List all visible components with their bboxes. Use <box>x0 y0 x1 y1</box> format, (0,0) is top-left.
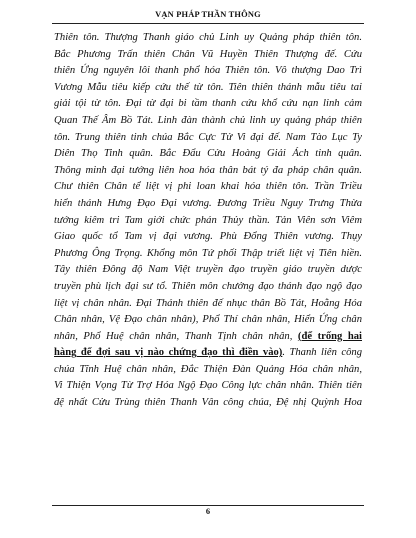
text-line <box>54 329 362 346</box>
highlighted-note: hàng để đợi sau vị nào chứng đạo thì điền vào) <box>54 347 283 359</box>
body-text <box>54 30 362 412</box>
text-line: Diên Thọ Tinh quân. Bắc Đẩu Cửu Hoàng Giải Ách tinh quân. <box>54 148 362 160</box>
text-line <box>54 345 362 362</box>
text-line: Phương Ông Trọng. Khổng môn Tứ phối Thập triết liệt vị Tiên hiền. <box>54 247 362 259</box>
footer-rule <box>52 505 364 506</box>
text-line: Thiên tôn. Thượng Thanh giáo chủ Linh uy Quảng pháp thiên tôn. <box>54 32 362 43</box>
running-header: VẠN PHÁP THẦN THÔNG <box>155 10 261 19</box>
header-rule <box>52 23 364 24</box>
text-line: tướng kiêm tri Tam giới chức phán Thủy thần. Tản Viên sơn Viêm <box>54 214 362 226</box>
text-line: Bắc Phương Trấn thiên Chân Vũ Huyền Thiên Thượng đế. Cứu <box>54 48 362 60</box>
text-line: liệt vị chân nhân. Đại Thánh thiên đế nhục thân Bồ Tát, Hoằng Hóa <box>54 297 362 309</box>
page-number: 6 <box>205 507 211 516</box>
text-segment: nhân, Phổ Huệ chân nhân, Thanh Tịnh chân nhân, <box>54 330 293 342</box>
text-line: tôn. Trung thiên tinh chúa Bắc Cực Tử Vi đại đế. Nam Tào Lục Ty <box>54 131 362 143</box>
text-line: Chư thiên Chân tể liệt vị phi loan khai hóa thiên tôn. Trần Triều <box>54 181 362 193</box>
text-line: Tây thiên Đông độ Nam Việt truyền đạo truyền giáo truyền dược <box>54 264 362 276</box>
text-line: đệ nhất Cửu Trùng thiên Thanh Vân công chúa, Đệ nhị Quỳnh Hoa <box>54 397 362 409</box>
text-line: hiển thánh Hưng Đạo Đại vương. Đương Triều Nguy Trưng Thừa <box>54 197 362 209</box>
text-line: Vi Thiện Vọng Từ Trợ Hóa Ngộ Đạo Công lực chân nhân. Thiên tiên <box>54 380 362 392</box>
text-line: Giao quốc tổ Tam vị đại vương. Phù Đổng Thiên vương. Thụy <box>54 231 362 243</box>
text-line: chúa Tĩnh Huệ chân nhân, Đắc Thiện Đàn Quảng Hóa chân nhân, <box>54 363 362 375</box>
text-line: Chân nhân, Vệ Đạo chân nhân), Phổ Thí chân nhân, Hiển Ứng chân <box>54 314 362 326</box>
text-line: Quan Thế Âm Bồ Tát. Linh đàn thành chủ linh uy quảng pháp thiên <box>54 114 362 126</box>
text-line: giải tội từ tôn. Đại từ đại bi tầm thanh cứu khổ cứu nạn linh cảm <box>54 98 362 110</box>
text-line: Thông minh đại tướng liên hoa hóa thân bát tý đa pháp chân quân. <box>54 164 362 176</box>
text-line: truyền phù lịch đại sư tổ. Thiên môn chưởng đạo thánh đạo ngộ đạo <box>54 280 362 292</box>
text-line: thiên Ứng nguyên lôi thanh phổ hóa Thiên tôn. Vô thượng Dao Trì <box>54 65 362 77</box>
text-segment: . Thanh liên công <box>282 347 362 359</box>
highlighted-note: (để trống hai <box>297 330 362 342</box>
text-line: Vương Mẫu tiêu kiếp cứu thế từ tôn. Tiên thiên thánh mẫu tiêu tai <box>54 81 362 93</box>
